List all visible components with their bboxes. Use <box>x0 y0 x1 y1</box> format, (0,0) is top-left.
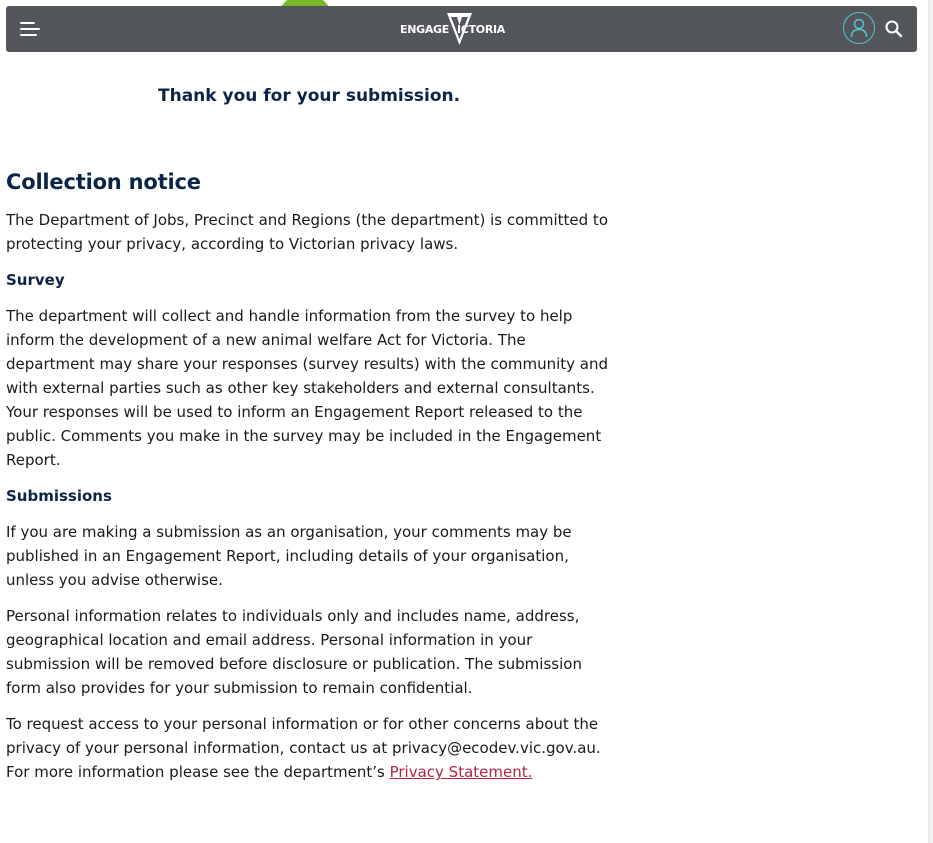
account-button[interactable] <box>843 12 875 44</box>
notice-intro-text: The Department of Jobs, Precinct and Regions (the department) is committed to protecting your privacy, according to Victorian privacy laws. <box>6 211 608 253</box>
site-header <box>6 6 917 52</box>
submissions-text: If you are making a submission as an organisation, your comments may be published in an Engagement Report, including details of your organisation, unless you advise otherwise. <box>6 523 572 589</box>
user-icon <box>850 18 868 38</box>
survey-text: The department will collect and handle information from the survey to help inform the development of a new animal welfare Act for Victoria. The department may share your responses (survey results) with the community and with external parties such as other key stakeholders and external consultants. Your responses will be used to inform an Engagement Report released to the public. Comments you make in the survey may be included in the Engagement Report. <box>6 307 609 469</box>
page-scrollbar[interactable] <box>928 0 933 843</box>
search-icon[interactable] <box>884 19 904 39</box>
privacy-statement-link[interactable]: Privacy Statement. <box>389 763 533 781</box>
contact-paragraph <box>6 712 614 784</box>
logo-text-ictoria: ICTORIA <box>457 23 505 36</box>
collection-notice <box>6 166 614 796</box>
hamburger-icon-line <box>20 22 35 24</box>
submissions-heading: Submissions <box>6 487 112 505</box>
menu-button[interactable] <box>20 20 42 38</box>
contact-text: To request access to your personal information or for other concerns about the privacy of your personal information, contact us at privacy@ecodev.vic.gov.au. For more information please see the department’s <box>6 715 601 781</box>
submission-confirmation-message: Thank you for your submission. <box>158 86 461 106</box>
survey-heading: Survey <box>6 271 65 289</box>
collection-notice-title: Collection notice <box>6 170 201 194</box>
hamburger-icon-line <box>20 34 37 36</box>
logo-text-engage: ENGAGE <box>400 23 450 36</box>
personal-information-text: Personal information relates to individuals only and includes name, address, geographical location and email address. Personal information in your submission will be removed before disclosure or publication. The submission form also provides for your submission to remain confidential. <box>6 607 582 697</box>
engage-victoria-logo[interactable] <box>400 12 508 46</box>
hamburger-icon-line <box>20 28 40 30</box>
